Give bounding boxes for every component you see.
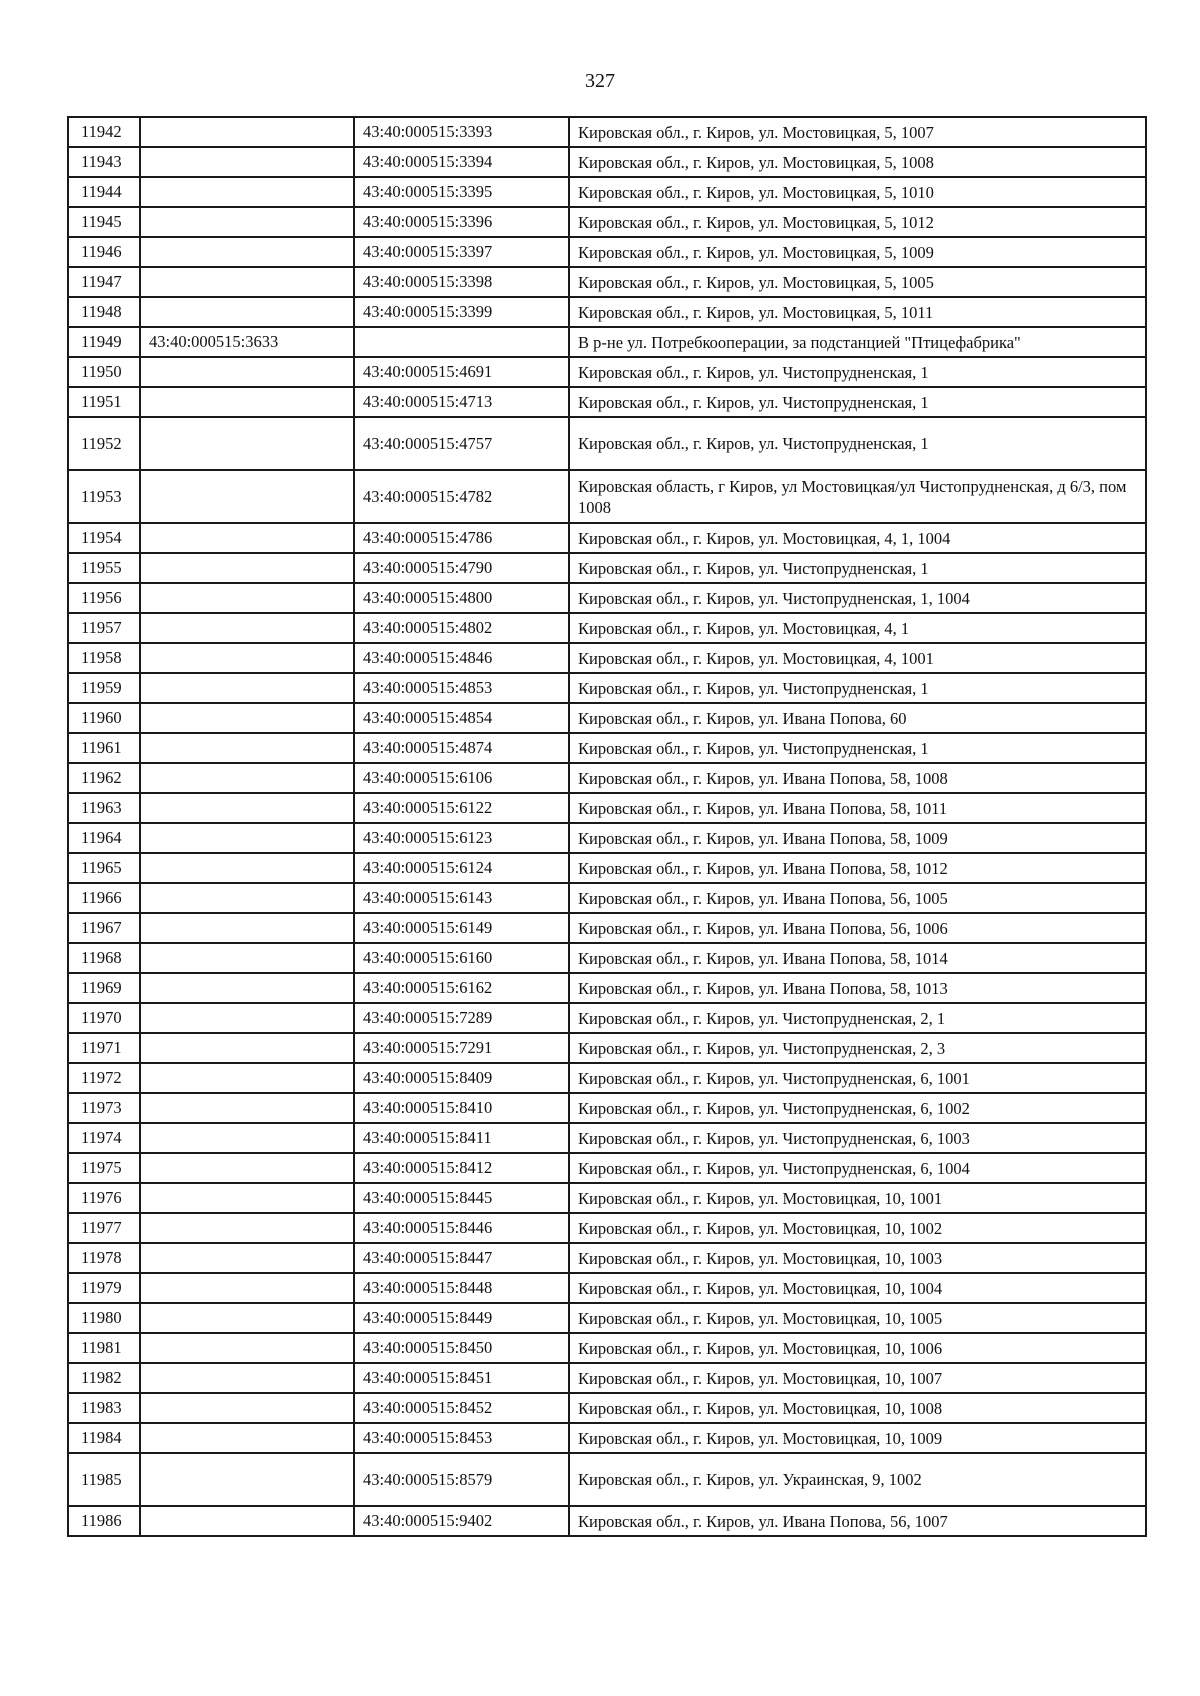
address-cell: Кировская обл., г. Киров, ул. Ивана Попова, 56, 1005 xyxy=(569,883,1146,913)
old-cadastral-number-cell xyxy=(140,1506,354,1536)
table-row xyxy=(68,913,1146,943)
address-cell: Кировская обл., г. Киров, ул. Мостовицкая, 5, 1009 xyxy=(569,237,1146,267)
address-cell: В р-не ул. Потребкооперации, за подстанцией "Птицефабрика" xyxy=(569,327,1146,357)
address-cell: Кировская обл., г. Киров, ул. Мостовицкая, 10, 1007 xyxy=(569,1363,1146,1393)
table-row xyxy=(68,1243,1146,1273)
cadastral-number-cell: 43:40:000515:4713 xyxy=(354,387,569,417)
old-cadastral-number-cell xyxy=(140,793,354,823)
cadastral-number-cell: 43:40:000515:4853 xyxy=(354,673,569,703)
table-row xyxy=(68,1003,1146,1033)
table-row xyxy=(68,553,1146,583)
cadastral-number-cell: 43:40:000515:6149 xyxy=(354,913,569,943)
cadastral-number-cell: 43:40:000515:3398 xyxy=(354,267,569,297)
row-number-cell: 11965 xyxy=(68,853,140,883)
cadastral-number-cell: 43:40:000515:4800 xyxy=(354,583,569,613)
row-number-cell: 11982 xyxy=(68,1363,140,1393)
row-number-cell: 11971 xyxy=(68,1033,140,1063)
table-row xyxy=(68,1303,1146,1333)
cadastral-number-cell: 43:40:000515:4786 xyxy=(354,523,569,553)
old-cadastral-number-cell xyxy=(140,1183,354,1213)
old-cadastral-number-cell: 43:40:000515:3633 xyxy=(140,327,354,357)
address-cell: Кировская обл., г. Киров, ул. Чистопрудненская, 2, 1 xyxy=(569,1003,1146,1033)
table-row xyxy=(68,523,1146,553)
old-cadastral-number-cell xyxy=(140,613,354,643)
address-cell: Кировская обл., г. Киров, ул. Ивана Попова, 56, 1006 xyxy=(569,913,1146,943)
address-cell: Кировская обл., г. Киров, ул. Чистопрудненская, 6, 1002 xyxy=(569,1093,1146,1123)
registry-table-body xyxy=(68,117,1146,1536)
cadastral-number-cell: 43:40:000515:8410 xyxy=(354,1093,569,1123)
cadastral-number-cell: 43:40:000515:4691 xyxy=(354,357,569,387)
address-cell: Кировская обл., г. Киров, ул. Мостовицкая, 4, 1 xyxy=(569,613,1146,643)
cadastral-number-cell: 43:40:000515:6160 xyxy=(354,943,569,973)
old-cadastral-number-cell xyxy=(140,237,354,267)
address-cell: Кировская обл., г. Киров, ул. Мостовицкая, 5, 1005 xyxy=(569,267,1146,297)
address-cell: Кировская обл., г. Киров, ул. Ивана Попова, 58, 1014 xyxy=(569,943,1146,973)
row-number-cell: 11966 xyxy=(68,883,140,913)
old-cadastral-number-cell xyxy=(140,1363,354,1393)
old-cadastral-number-cell xyxy=(140,297,354,327)
row-number-cell: 11955 xyxy=(68,553,140,583)
old-cadastral-number-cell xyxy=(140,387,354,417)
address-cell: Кировская обл., г. Киров, ул. Мостовицкая, 4, 1, 1004 xyxy=(569,523,1146,553)
table-row xyxy=(68,763,1146,793)
old-cadastral-number-cell xyxy=(140,1093,354,1123)
page-number: 327 xyxy=(585,70,615,92)
row-number-cell: 11974 xyxy=(68,1123,140,1153)
old-cadastral-number-cell xyxy=(140,853,354,883)
cadastral-number-cell: 43:40:000515:8411 xyxy=(354,1123,569,1153)
address-cell: Кировская обл., г. Киров, ул. Чистопрудненская, 6, 1001 xyxy=(569,1063,1146,1093)
address-cell: Кировская обл., г. Киров, ул. Ивана Попова, 56, 1007 xyxy=(569,1506,1146,1536)
old-cadastral-number-cell xyxy=(140,1423,354,1453)
table-row xyxy=(68,583,1146,613)
address-cell: Кировская обл., г. Киров, ул. Мостовицкая, 5, 1007 xyxy=(569,117,1146,147)
cadastral-number-cell: 43:40:000515:7289 xyxy=(354,1003,569,1033)
table-row xyxy=(68,297,1146,327)
old-cadastral-number-cell xyxy=(140,703,354,733)
address-cell: Кировская обл., г. Киров, ул. Чистопрудненская, 2, 3 xyxy=(569,1033,1146,1063)
table-row xyxy=(68,643,1146,673)
old-cadastral-number-cell xyxy=(140,267,354,297)
table-row xyxy=(68,1063,1146,1093)
row-number-cell: 11954 xyxy=(68,523,140,553)
table-row xyxy=(68,147,1146,177)
old-cadastral-number-cell xyxy=(140,1003,354,1033)
old-cadastral-number-cell xyxy=(140,1213,354,1243)
row-number-cell: 11983 xyxy=(68,1393,140,1423)
table-row xyxy=(68,703,1146,733)
table-row xyxy=(68,327,1146,357)
row-number-cell: 11972 xyxy=(68,1063,140,1093)
old-cadastral-number-cell xyxy=(140,147,354,177)
address-cell: Кировская обл., г. Киров, ул. Ивана Попова, 58, 1013 xyxy=(569,973,1146,1003)
row-number-cell: 11962 xyxy=(68,763,140,793)
old-cadastral-number-cell xyxy=(140,1123,354,1153)
table-row xyxy=(68,177,1146,207)
cadastral-number-cell: 43:40:000515:6162 xyxy=(354,973,569,1003)
address-cell: Кировская обл., г. Киров, ул. Украинская, 9, 1002 xyxy=(569,1453,1146,1506)
table-row xyxy=(68,973,1146,1003)
table-row xyxy=(68,387,1146,417)
address-cell: Кировская обл., г. Киров, ул. Мостовицкая, 5, 1008 xyxy=(569,147,1146,177)
address-cell: Кировская обл., г. Киров, ул. Мостовицкая, 5, 1012 xyxy=(569,207,1146,237)
row-number-cell: 11960 xyxy=(68,703,140,733)
old-cadastral-number-cell xyxy=(140,673,354,703)
row-number-cell: 11980 xyxy=(68,1303,140,1333)
cadastral-number-cell: 43:40:000515:6124 xyxy=(354,853,569,883)
address-cell: Кировская обл., г. Киров, ул. Чистопрудненская, 1 xyxy=(569,357,1146,387)
row-number-cell: 11942 xyxy=(68,117,140,147)
table-row xyxy=(68,1033,1146,1063)
address-cell: Кировская обл., г. Киров, ул. Мостовицкая, 10, 1001 xyxy=(569,1183,1146,1213)
cadastral-number-cell: 43:40:000515:3394 xyxy=(354,147,569,177)
row-number-cell: 11943 xyxy=(68,147,140,177)
address-cell: Кировская обл., г. Киров, ул. Чистопрудненская, 1 xyxy=(569,553,1146,583)
address-cell: Кировская обл., г. Киров, ул. Чистопрудненская, 6, 1003 xyxy=(569,1123,1146,1153)
row-number-cell: 11984 xyxy=(68,1423,140,1453)
cadastral-number-cell: 43:40:000515:3395 xyxy=(354,177,569,207)
old-cadastral-number-cell xyxy=(140,357,354,387)
old-cadastral-number-cell xyxy=(140,470,354,523)
row-number-cell: 11952 xyxy=(68,417,140,470)
old-cadastral-number-cell xyxy=(140,1033,354,1063)
cadastral-number-cell: 43:40:000515:8579 xyxy=(354,1453,569,1506)
cadastral-number-cell: 43:40:000515:7291 xyxy=(354,1033,569,1063)
table-row xyxy=(68,733,1146,763)
old-cadastral-number-cell xyxy=(140,733,354,763)
address-cell: Кировская обл., г. Киров, ул. Чистопрудненская, 1 xyxy=(569,417,1146,470)
old-cadastral-number-cell xyxy=(140,1153,354,1183)
cadastral-number-cell: 43:40:000515:3393 xyxy=(354,117,569,147)
address-cell: Кировская обл., г. Киров, ул. Ивана Попова, 58, 1011 xyxy=(569,793,1146,823)
table-row xyxy=(68,613,1146,643)
old-cadastral-number-cell xyxy=(140,1303,354,1333)
address-cell: Кировская обл., г. Киров, ул. Ивана Попова, 58, 1009 xyxy=(569,823,1146,853)
cadastral-number-cell: 43:40:000515:8446 xyxy=(354,1213,569,1243)
address-cell: Кировская обл., г. Киров, ул. Ивана Попова, 58, 1008 xyxy=(569,763,1146,793)
address-cell: Кировская обл., г. Киров, ул. Мостовицкая, 5, 1010 xyxy=(569,177,1146,207)
table-row xyxy=(68,1506,1146,1536)
cadastral-number-cell: 43:40:000515:6122 xyxy=(354,793,569,823)
row-number-cell: 11963 xyxy=(68,793,140,823)
table-row xyxy=(68,470,1146,523)
cadastral-number-cell: 43:40:000515:8448 xyxy=(354,1273,569,1303)
table-row xyxy=(68,1183,1146,1213)
old-cadastral-number-cell xyxy=(140,1243,354,1273)
old-cadastral-number-cell xyxy=(140,417,354,470)
old-cadastral-number-cell xyxy=(140,823,354,853)
row-number-cell: 11946 xyxy=(68,237,140,267)
row-number-cell: 11981 xyxy=(68,1333,140,1363)
old-cadastral-number-cell xyxy=(140,973,354,1003)
address-cell: Кировская обл., г. Киров, ул. Чистопрудненская, 1 xyxy=(569,673,1146,703)
table-row xyxy=(68,943,1146,973)
table-row xyxy=(68,1273,1146,1303)
row-number-cell: 11975 xyxy=(68,1153,140,1183)
old-cadastral-number-cell xyxy=(140,177,354,207)
cadastral-number-cell: 43:40:000515:4790 xyxy=(354,553,569,583)
row-number-cell: 11944 xyxy=(68,177,140,207)
cadastral-number-cell: 43:40:000515:8445 xyxy=(354,1183,569,1213)
address-cell: Кировская обл., г. Киров, ул. Мостовицкая, 10, 1004 xyxy=(569,1273,1146,1303)
old-cadastral-number-cell xyxy=(140,763,354,793)
row-number-cell: 11947 xyxy=(68,267,140,297)
old-cadastral-number-cell xyxy=(140,1273,354,1303)
address-cell: Кировская обл., г. Киров, ул. Мостовицкая, 10, 1003 xyxy=(569,1243,1146,1273)
address-cell: Кировская обл., г. Киров, ул. Мостовицкая, 10, 1006 xyxy=(569,1333,1146,1363)
old-cadastral-number-cell xyxy=(140,523,354,553)
row-number-cell: 11986 xyxy=(68,1506,140,1536)
table-row xyxy=(68,267,1146,297)
row-number-cell: 11973 xyxy=(68,1093,140,1123)
table-row xyxy=(68,237,1146,267)
old-cadastral-number-cell xyxy=(140,117,354,147)
table-row xyxy=(68,853,1146,883)
table-row xyxy=(68,1453,1146,1506)
old-cadastral-number-cell xyxy=(140,913,354,943)
cadastral-number-cell: 43:40:000515:8412 xyxy=(354,1153,569,1183)
old-cadastral-number-cell xyxy=(140,207,354,237)
row-number-cell: 11968 xyxy=(68,943,140,973)
table-row xyxy=(68,1363,1146,1393)
cadastral-number-cell: 43:40:000515:8451 xyxy=(354,1363,569,1393)
row-number-cell: 11979 xyxy=(68,1273,140,1303)
row-number-cell: 11959 xyxy=(68,673,140,703)
table-row xyxy=(68,673,1146,703)
table-row xyxy=(68,1333,1146,1363)
row-number-cell: 11956 xyxy=(68,583,140,613)
cadastral-number-cell: 43:40:000515:4846 xyxy=(354,643,569,673)
cadastral-number-cell: 43:40:000515:8450 xyxy=(354,1333,569,1363)
row-number-cell: 11951 xyxy=(68,387,140,417)
row-number-cell: 11964 xyxy=(68,823,140,853)
address-cell: Кировская обл., г. Киров, ул. Мостовицкая, 5, 1011 xyxy=(569,297,1146,327)
table-row xyxy=(68,1423,1146,1453)
table-row xyxy=(68,1153,1146,1183)
cadastral-number-cell: 43:40:000515:6143 xyxy=(354,883,569,913)
table-row xyxy=(68,1123,1146,1153)
old-cadastral-number-cell xyxy=(140,553,354,583)
table-row xyxy=(68,417,1146,470)
address-cell: Кировская обл., г. Киров, ул. Чистопрудненская, 1 xyxy=(569,733,1146,763)
old-cadastral-number-cell xyxy=(140,1453,354,1506)
row-number-cell: 11949 xyxy=(68,327,140,357)
table-row xyxy=(68,117,1146,147)
old-cadastral-number-cell xyxy=(140,943,354,973)
registry-table xyxy=(67,116,1147,1537)
old-cadastral-number-cell xyxy=(140,883,354,913)
table-row xyxy=(68,1093,1146,1123)
cadastral-number-cell: 43:40:000515:4757 xyxy=(354,417,569,470)
table-row xyxy=(68,883,1146,913)
row-number-cell: 11985 xyxy=(68,1453,140,1506)
table-row xyxy=(68,823,1146,853)
cadastral-number-cell: 43:40:000515:4802 xyxy=(354,613,569,643)
row-number-cell: 11950 xyxy=(68,357,140,387)
address-cell: Кировская обл., г. Киров, ул. Чистопрудненская, 1 xyxy=(569,387,1146,417)
old-cadastral-number-cell xyxy=(140,583,354,613)
row-number-cell: 11961 xyxy=(68,733,140,763)
table-row xyxy=(68,357,1146,387)
row-number-cell: 11957 xyxy=(68,613,140,643)
table-row xyxy=(68,793,1146,823)
address-cell: Кировская область, г Киров, ул Мостовицкая/ул Чистопрудненская, д 6/3, пом 1008 xyxy=(569,470,1146,523)
address-cell: Кировская обл., г. Киров, ул. Ивана Попова, 60 xyxy=(569,703,1146,733)
cadastral-number-cell: 43:40:000515:8452 xyxy=(354,1393,569,1423)
address-cell: Кировская обл., г. Киров, ул. Ивана Попова, 58, 1012 xyxy=(569,853,1146,883)
cadastral-number-cell: 43:40:000515:4782 xyxy=(354,470,569,523)
address-cell: Кировская обл., г. Киров, ул. Чистопрудненская, 1, 1004 xyxy=(569,583,1146,613)
row-number-cell: 11970 xyxy=(68,1003,140,1033)
row-number-cell: 11958 xyxy=(68,643,140,673)
table-row xyxy=(68,1393,1146,1423)
cadastral-number-cell: 43:40:000515:3399 xyxy=(354,297,569,327)
row-number-cell: 11978 xyxy=(68,1243,140,1273)
cadastral-number-cell: 43:40:000515:4874 xyxy=(354,733,569,763)
cadastral-number-cell: 43:40:000515:3397 xyxy=(354,237,569,267)
cadastral-number-cell: 43:40:000515:9402 xyxy=(354,1506,569,1536)
old-cadastral-number-cell xyxy=(140,1063,354,1093)
row-number-cell: 11945 xyxy=(68,207,140,237)
cadastral-number-cell: 43:40:000515:6123 xyxy=(354,823,569,853)
cadastral-number-cell: 43:40:000515:8453 xyxy=(354,1423,569,1453)
cadastral-number-cell: 43:40:000515:3396 xyxy=(354,207,569,237)
address-cell: Кировская обл., г. Киров, ул. Мостовицкая, 4, 1001 xyxy=(569,643,1146,673)
old-cadastral-number-cell xyxy=(140,643,354,673)
old-cadastral-number-cell xyxy=(140,1393,354,1423)
address-cell: Кировская обл., г. Киров, ул. Чистопрудненская, 6, 1004 xyxy=(569,1153,1146,1183)
cadastral-number-cell: 43:40:000515:6106 xyxy=(354,763,569,793)
old-cadastral-number-cell xyxy=(140,1333,354,1363)
row-number-cell: 11969 xyxy=(68,973,140,1003)
cadastral-number-cell: 43:40:000515:8409 xyxy=(354,1063,569,1093)
address-cell: Кировская обл., г. Киров, ул. Мостовицкая, 10, 1005 xyxy=(569,1303,1146,1333)
cadastral-number-cell: 43:40:000515:8449 xyxy=(354,1303,569,1333)
table-row xyxy=(68,207,1146,237)
row-number-cell: 11948 xyxy=(68,297,140,327)
address-cell: Кировская обл., г. Киров, ул. Мостовицкая, 10, 1009 xyxy=(569,1423,1146,1453)
address-cell: Кировская обл., г. Киров, ул. Мостовицкая, 10, 1008 xyxy=(569,1393,1146,1423)
row-number-cell: 11953 xyxy=(68,470,140,523)
table-row xyxy=(68,1213,1146,1243)
row-number-cell: 11977 xyxy=(68,1213,140,1243)
address-cell: Кировская обл., г. Киров, ул. Мостовицкая, 10, 1002 xyxy=(569,1213,1146,1243)
cadastral-number-cell: 43:40:000515:8447 xyxy=(354,1243,569,1273)
row-number-cell: 11976 xyxy=(68,1183,140,1213)
row-number-cell: 11967 xyxy=(68,913,140,943)
cadastral-number-cell: 43:40:000515:4854 xyxy=(354,703,569,733)
cadastral-number-cell xyxy=(354,327,569,357)
